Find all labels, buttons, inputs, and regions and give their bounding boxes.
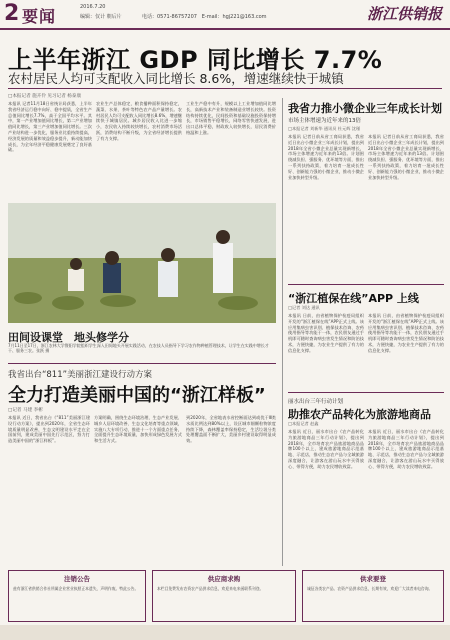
photo-caption: 7月11日至17日，浙江农林大学暨阳学院组织学生深入田间地头开展实践活动，在农技人员指导下学习农作物种植管理技术，让学生在实践中增长才干、服务三农。张跃 摄	[8, 343, 269, 354]
sidebar-story2-headline: “浙江植保在线”APP 上线	[288, 292, 419, 305]
sidebar-story1-subheadline: 市场主体增速为近年来的13倍	[288, 118, 361, 124]
notice-box-3-body: 诚征各类农产品、农资产品供求信息，长期有效，欢迎广大读者来电咨询。	[307, 586, 433, 591]
sidebar-story3-column-1: 本报讯 近日，丽水市出台《农产品转化为旅游地商品三年行动计划》，提出到2018年，全市培育农产品旅游地商品品牌100个以上，建成旅游地商品示范基地、示范店，推动生态农产品与全域旅游深度融合，让游客在游山玩水中买得放心、带得方便，助力农民增收致富。	[288, 429, 364, 469]
contact-phone: 电话：0571-86757207	[142, 14, 197, 20]
lead-column-1: 本报讯 记者11月18日省统计局获悉，上半年我省经济运行稳中向好、稳中提质，全省生产总值同比增长7.7%，高于全国平均水平。其中，第一产业增加值同比增长，第二产业增加值同比增长，第三产业增加值同比增长。三次产业结构进一步优化，服务业比重持续提高，经济发展的质量和效益稳步提升，新动能加快成长，为全年经济平稳健康发展奠定了良好基础。	[8, 101, 92, 153]
field-scene-illustration	[8, 203, 276, 323]
sidebar-story3-byline: □本报记者 赵鑫	[288, 421, 319, 426]
sidebar-story2-column-2: 本报讯 日前，由省植物保护检疫局组织开发的“浙江植保在线”APP正式上线。该应用集病虫害识别、植保技术咨询、农药使用指导等功能于一体，农民朋友通过手机即可随时查询病虫害发生情况和防治技术，方便快捷，为农业生产提供了有力的信息化支撑。	[368, 313, 444, 353]
story2-column-1: 本报讯 近日，我省出台《“811”美丽浙江建设行动方案》，提出到2020年，全省生态环境质量明显改善，生态文明建设水平走在全国前列，建成美丽中国先行示范区，努力打造美丽中国的“浙江样板”。	[8, 415, 90, 444]
sidebar-story1-byline: □本报记者 刘新华 通讯员 杜元辉 沈瑾	[288, 126, 361, 131]
story2-column-2: 方案明确，围绕生态环境治理、生态产业发展、城乡人居环境改善、生态文化培育等重点领域，实施八大专项行动，推进十一个方面重点任务，全面提升生态环境质量，加快形成绿色发展方式和生活方式。	[94, 415, 182, 444]
notice-box-2-title: 供应商求购	[207, 575, 241, 583]
sidebar-divider-2	[288, 392, 444, 393]
page-number: 2	[4, 1, 20, 26]
sidebar-story1-column-2: 本报讯 记者日前从省工商局获悉，我省近日出台小微企业三年成长计划，提出到2018年全省小微企业总量实现新增长，市场主体增速为近年来的13倍。计划围绕减负担、强服务、优环境等方面，推出一系列扶持政策，着力培育一批成长性好、创新能力强的小微企业，推动小微企业加快转型升级。	[368, 134, 444, 180]
notice-box-3-title: 供求要登	[360, 575, 386, 583]
lead-divider	[8, 88, 442, 89]
sidebar-story3-column-2: 本报讯 近日，丽水市出台《农产品转化为旅游地商品三年行动计划》，提出到2018年，全市培育农产品旅游地商品品牌100个以上，建成旅游地商品示范基地、示范店，推动生态农产品与全域旅游深度融合，让游客在游山玩水中买得放心、带得方便，助力农民增收致富。	[368, 429, 444, 469]
lead-column-2: 农业生产总体稳定，粮食播种面积保持稳定，蔬菜、水果、茶叶等特色农产品产量增长。农村居民人均可支配收入同比增长8.6%，增速继续快于城镇居民。城乡居民收入比进一步缩小，农民收入持续较快增长，农村消费市场活跃，消费结构不断升级，为全省经济增长提供了有力支撑。	[96, 101, 182, 141]
editor-line: 编辑：仅计 朝后片	[80, 14, 122, 20]
contact-email: E-mail：hgj221@163.com	[201, 14, 267, 20]
story2-divider	[8, 363, 276, 364]
notice-box-2	[152, 570, 296, 622]
sidebar-story3-kicker: 丽水出台三年行动计划	[288, 399, 344, 405]
story2-headline: 全力打造美丽中国的“浙江样板”	[8, 385, 266, 406]
sidebar-story3-headline: 助推农产品转化为旅游地商品	[288, 408, 431, 421]
sidebar-story1-headline: 我省力推小微企业三年成长计划	[288, 102, 442, 115]
newspaper-brand: 浙江供销报	[366, 5, 442, 23]
notice-box-1-body: 兹有浙江省供销合作社所属企业营业执照正本遗失，声明作废。特此公告。	[13, 586, 139, 591]
section-title: 要闻	[22, 7, 57, 26]
notice-box-1	[8, 570, 146, 622]
column-separator	[282, 98, 283, 566]
notice-box-1-title: 注销公告	[64, 575, 90, 583]
sidebar-story2-column-1: 本报讯 日前，由省植物保护检疫局组织开发的“浙江植保在线”APP正式上线。该应用集病虫害识别、植保技术咨询、农药使用指导等功能于一体，农民朋友通过手机即可随时查询病虫害发生情况和防治技术，方便快捷，为农业生产提供了有力的信息化支撑。	[288, 313, 364, 353]
notice-box-3	[302, 570, 444, 622]
lead-column-3: 工业生产稳中有升，规模以上工业增加值同比增长，高新技术产业和装备制造业增长较快。投资结构持续优化，民间投资和基础设施投资保持增长，市场销售平稳增长，网络零售快速发展，进出口总体平稳，财政收入较快增长，居民消费价格温和上涨。	[186, 101, 276, 135]
sidebar-divider-1	[288, 284, 444, 285]
footer-band	[0, 625, 450, 640]
sidebar-story2-byline: □记者 刘达 通讯	[288, 305, 320, 310]
lead-headline: 上半年浙江 GDP 同比增长 7.7%	[8, 46, 383, 74]
story2-kicker: 我省出台“811”美丽浙江建设行动方案	[8, 370, 153, 380]
masthead	[0, 0, 450, 30]
sidebar-story1-column-1: 本报讯 记者日前从省工商局获悉，我省近日出台小微企业三年成长计划，提出到2018年全省小微企业总量实现新增长，市场主体增速为近年来的13倍。计划围绕减负担、强服务、优环境等方面，推出一系列扶持政策，着力培育一批成长性好、创新能力强的小微企业，推动小微企业加快转型升级。	[288, 134, 364, 180]
news-photo	[8, 203, 276, 323]
lead-subheadline: 农村居民人均可支配收入同比增长 8.6%，增速继续快于城镇	[8, 71, 344, 86]
notice-box-2-body: 本栏目免费发布农资农产品供求信息，欢迎来电来函联系刊登。	[157, 586, 264, 591]
story2-byline: □记者 马建 李彬	[8, 408, 43, 413]
contact-line	[142, 13, 267, 20]
issue-date: 2016.7.20	[80, 4, 106, 10]
photo-caption-title: 田间设课堂 地头修学分	[8, 331, 129, 344]
lead-byline: □本报记者 施卉伶 见习记者 杨泰康	[8, 94, 82, 99]
story2-column-3: 到2020年，全省地表水省控断面达到或优于Ⅲ类水质比例达到80%以上，设区城市细颗粒物浓度持续下降，森林覆盖率保持稳定，生活垃圾分类处理覆盖面不断扩大，美丽乡村建设取得明显成效。	[186, 415, 276, 444]
